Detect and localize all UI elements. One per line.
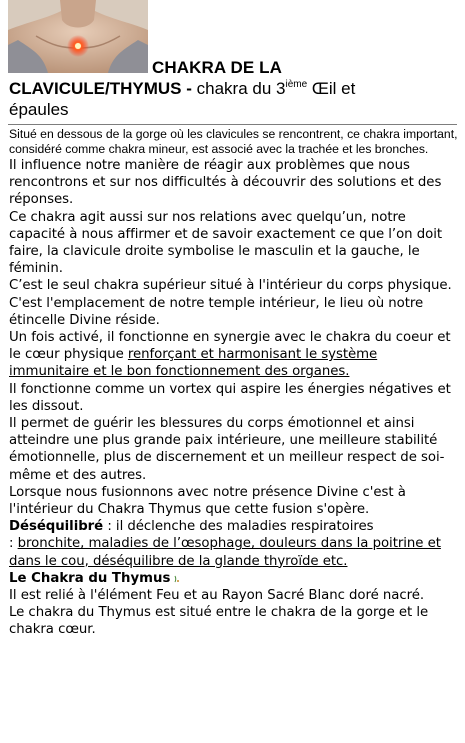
paragraph-1: Il influence notre manière de réagir aux problèmes que nous rencontrons et sur nos difficultés à découvrir des solutions et des réponses. — [9, 158, 442, 208]
paragraph-12: Le chakra du Thymus est situé entre le chakra de la gorge et le chakra cœur. — [9, 605, 429, 638]
page-title-line1: CHAKRA DE LA — [152, 58, 282, 77]
paragraph-10-prefix: : — [9, 536, 18, 552]
thymus-heading-text: Le Chakra du Thymus — [9, 570, 171, 586]
page-header — [0, 0, 465, 123]
imbalance-text: : il déclenche des maladies respiratoires — [103, 519, 374, 535]
header-divider — [8, 124, 457, 125]
page-title-line3: épaules — [9, 100, 69, 119]
paragraph-5 — [9, 329, 461, 381]
diseases-link[interactable]: bronchite, maladies de l’œsophage, douleurs dans la poitrine et dans le cou, déséquilibre de la glande thyroïde etc. — [9, 536, 441, 569]
title-superscript: ième — [285, 79, 308, 90]
title-end-part: Œil et — [307, 79, 356, 98]
title-rest-part: chakra du 3 — [191, 79, 286, 98]
article-body — [9, 127, 461, 639]
immune-system-link[interactable]: renforçant et harmonisant le système immunitaire et le bon fonctionnement des organes. — [9, 347, 378, 380]
paragraph-4: C'est l'emplacement de notre temple intérieur, le lieu où notre étincelle Divine réside. — [9, 295, 424, 328]
chest-chakra-illustration — [8, 0, 148, 73]
paragraph-8: Lorsque nous fusionnons avec notre présence Divine c'est à l'intérieur du Chakra Thymus que cette fusion s'opère. — [9, 484, 406, 518]
paragraph-11: Il est relié à l'élément Feu et au Rayon Sacré Blanc doré nacré. — [9, 588, 425, 604]
chest-chakra-photo — [8, 0, 148, 73]
paragraph-7: Il permet de guérir les blessures du corps émotionnel et ainsi atteindre une plus grande paix intérieure, une meilleure stabilité émotionnelle, plus de discernement et un meilleur respect de soi-même et des autres. — [9, 416, 445, 483]
page-title-line2 — [9, 79, 459, 99]
sparkle-icon — [173, 575, 181, 583]
paragraph-9 — [9, 518, 461, 535]
thymus-heading — [9, 570, 461, 587]
paragraph-10 — [9, 535, 461, 569]
paragraph-2: Ce chakra agit aussi sur nos relations avec quelqu’un, notre capacité à nous affirmer et de savoir exactement ce que l’on doit faire, la clavicule droite symbolise le masculin et la gauche, le féminin. — [9, 209, 443, 277]
paragraph-3: C’est le seul chakra supérieur situé à l'intérieur du corps physique. — [9, 278, 452, 294]
paragraph-5-text: Un fois activé, il fonctionne en synergie avec le chakra du coeur et le cœur physique — [9, 330, 451, 363]
paragraph-6: Il fonctionne comme un vortex qui aspire les énergies négatives et les dissout. — [9, 381, 451, 414]
intro-paragraph: Situé en dessous de la gorge où les clavicules se rencontrent, ce chakra important, considéré comme chakra mineur, est associé avec la trachée et les bronches. — [9, 127, 458, 156]
imbalance-label: Déséquilibré — [9, 519, 104, 535]
title-bold-part: CLAVICULE/THYMUS - — [9, 79, 192, 98]
